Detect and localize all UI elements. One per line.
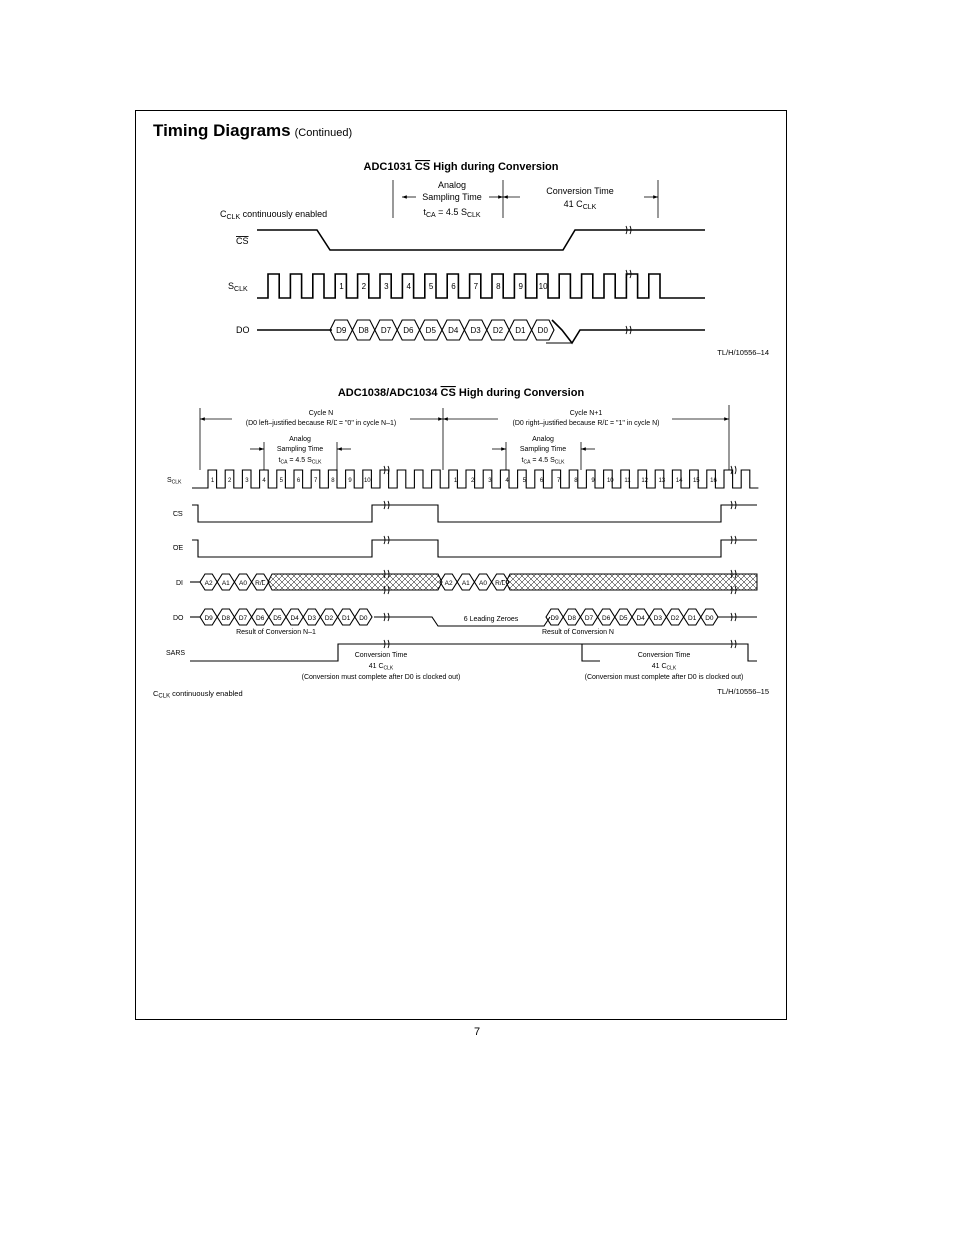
clock-number: 1 <box>339 282 344 291</box>
diagram1-title-cs: CS <box>414 161 431 173</box>
clock-number: 14 <box>675 478 683 484</box>
clock-number: 3 <box>245 478 249 484</box>
diagram2-data-bit: D6 <box>602 615 611 622</box>
clock-number: 11 <box>624 478 631 484</box>
diagram1-sclk-label: $S_{CLK}$ <box>228 281 248 293</box>
diagram2-data-bit: D1 <box>342 615 351 622</box>
diagram2-di-bit: R/L <box>495 580 506 587</box>
diagram1-data-bit: D9 <box>336 326 347 335</box>
clock-number: 6 <box>296 478 301 484</box>
diagram1-data-bit: D4 <box>448 326 459 335</box>
diagram1-data-bit: D7 <box>380 326 392 335</box>
diagram2-data-bit: D4 <box>290 615 299 622</box>
diagram2-result-n: Result of Conversion N <box>542 629 614 636</box>
diagram2-conversion-a <box>302 652 461 681</box>
diagram2-di-bit: A0 <box>479 580 487 587</box>
diagram2-data-bit: D3 <box>653 615 662 622</box>
diagram1-data-bits <box>330 320 554 340</box>
diagram2-cs-waveform <box>192 505 757 522</box>
diagram2-data-bit: D6 <box>256 615 265 622</box>
page-number: 7 <box>473 1026 481 1038</box>
diagram2-di-waveform <box>190 574 757 590</box>
svg-text:(Conversion must complete afte: (Conversion must complete after D0 is clocked out) <box>301 674 461 681</box>
diagram2-result-n-minus-1: Result of Conversion N–1 <box>236 629 316 636</box>
section-title: Timing Diagrams <box>153 121 291 140</box>
diagram2-data-bit: D1 <box>688 615 697 622</box>
clock-number: 4 <box>262 478 266 484</box>
diagram2-clock-numbers <box>211 478 718 484</box>
clock-number: 8 <box>574 478 578 484</box>
diagram2-figure-ref: TL/H/10556–15 <box>717 687 769 696</box>
clock-number: 3 <box>488 478 492 484</box>
clock-number: 5 <box>522 478 526 484</box>
svg-text:41 CCLK: 41 $C_{CLK}$ <box>651 663 677 672</box>
clock-number: 10 <box>538 282 548 291</box>
diagram1-sclk-waveform <box>257 274 705 298</box>
diagram2-di-bit: A2 <box>444 580 453 587</box>
svg-text:Conversion Time: Conversion Time <box>546 186 614 196</box>
diagram2-data-bit: D2 <box>670 615 680 622</box>
diagram1-data-bit: D1 <box>515 326 526 335</box>
diagram2-data-bit: D5 <box>619 615 628 622</box>
diagram2-title-cs: CS <box>440 387 456 399</box>
svg-text:Analog: Analog <box>437 180 467 190</box>
diagram2-cycle-n <box>200 408 443 470</box>
diagram1-do-label: DO <box>236 325 250 335</box>
diagram2-data-bit: D9 <box>204 615 213 622</box>
diagram1-title: ADC1031 CS High during Conversion <box>363 161 559 173</box>
svg-text:Cycle N+1: Cycle N+1 <box>569 410 603 417</box>
diagram2-di-bit: A1 <box>461 580 470 587</box>
diagram2-data-bit: D2 <box>324 615 334 622</box>
svg-text:Conversion Time: Conversion Time <box>354 652 408 659</box>
diagram2-oe-label: OE <box>173 545 184 552</box>
clock-number: 2 <box>471 478 475 484</box>
diagram2-sampling-marker-a <box>250 436 351 470</box>
clock-number: 9 <box>591 478 595 484</box>
diagram2-data-bit: D9 <box>550 615 559 622</box>
svg-text:(D0 left–justified because R/L: (D0 left–justified because R/L = "0" in cycle N–1) <box>245 420 397 427</box>
diagram2-data-bit: D8 <box>567 615 576 622</box>
diagram2-conversion-b <box>585 652 744 681</box>
diagram2-data-bit: D0 <box>705 615 714 622</box>
diagram2-leading-zeroes: 6 Leading Zeroes <box>463 616 519 623</box>
svg-text:41 CCLK: 41 $C_{CLK}$ <box>563 199 597 211</box>
diagram-adc1031 <box>220 161 769 357</box>
clock-number: 13 <box>658 478 666 484</box>
clock-number: 9 <box>518 282 523 291</box>
clock-number: 10 <box>363 478 371 484</box>
diagram1-cs-waveform <box>257 230 705 250</box>
section-subtitle: (Continued) <box>294 127 353 139</box>
diagram2-do-label: DO <box>173 615 184 622</box>
diagram1-clock-numbers <box>339 282 548 291</box>
svg-text:Analog: Analog <box>532 436 554 443</box>
svg-text:tCA = 4.5 SCLK: $t_{CA} = 4.5$ $S_{CLK}$ <box>278 457 322 466</box>
diagram2-sclk-label: $S_{CLK}$ <box>167 477 182 486</box>
svg-text:Sampling Time: Sampling Time <box>519 446 567 453</box>
diagram1-conversion-marker <box>546 186 614 211</box>
svg-text:Conversion Time: Conversion Time <box>637 652 691 659</box>
diagram1-cclk-note: $C_{CLK}$ continuously enabled <box>220 209 328 221</box>
clock-number: 15 <box>692 478 700 484</box>
diagram2-di-bit: A2 <box>204 580 213 587</box>
diagram1-figure-ref: TL/H/10556–14 <box>717 348 769 357</box>
diagram2-do-waveform <box>190 609 757 636</box>
clock-number: 8 <box>331 478 335 484</box>
diagram2-cs-label: CS <box>173 511 183 518</box>
clock-number: 8 <box>496 282 501 291</box>
diagram2-di-bit: R/L <box>255 580 266 587</box>
clock-number: 9 <box>348 478 352 484</box>
clock-number: 4 <box>505 478 509 484</box>
diagram2-data-bit: D3 <box>307 615 316 622</box>
clock-number: 6 <box>451 282 456 291</box>
svg-text:tCA = 4.5 SCLK: $t_{CA} = 4.5$ $S_{CLK}$ <box>521 457 565 466</box>
diagram2-data-bit: D5 <box>273 615 282 622</box>
clock-number: 7 <box>473 282 479 291</box>
clock-number: 3 <box>384 282 389 291</box>
diagram2-footnote: $C_{CLK}$ continuously enabled <box>153 689 243 700</box>
diagram2-sclk-waveform <box>192 470 758 488</box>
diagram1-data-bit: D3 <box>470 326 481 335</box>
clock-number: 16 <box>710 478 717 484</box>
clock-number: 7 <box>557 478 561 484</box>
svg-text:41 CCLK: 41 $C_{CLK}$ <box>368 663 394 672</box>
clock-number: 12 <box>641 478 649 484</box>
diagram1-data-bit: D2 <box>492 326 504 335</box>
svg-text:(D0 right–justified because R/: (D0 right–justified because R/L = "1" in cycle N) <box>512 420 660 427</box>
diagram2-oe-waveform <box>192 540 757 557</box>
diagram2-data-bit: D7 <box>584 615 594 622</box>
diagram2-data-bit: D7 <box>238 615 248 622</box>
clock-number: 2 <box>228 478 232 484</box>
svg-text:Sampling Time: Sampling Time <box>422 192 482 202</box>
clock-number: 6 <box>539 478 544 484</box>
diagram2-cycle-n1 <box>443 405 729 470</box>
svg-text:Cycle N: Cycle N <box>308 410 334 417</box>
svg-text:Analog: Analog <box>289 436 311 443</box>
diagram2-sampling-marker-b <box>492 436 595 470</box>
diagram2-di-bit: A0 <box>239 580 247 587</box>
diagram1-data-bit: D6 <box>403 326 414 335</box>
diagram2-sars-label: SARS <box>166 650 186 657</box>
diagram2-title: ADC1038/ADC1034 CS High during Conversion <box>337 387 585 399</box>
diagram-adc1038-adc1034 <box>153 387 769 700</box>
svg-text:tCA = 4.5 SCLK: $t_{CA} = 4.5$ $S_{CLK}$ <box>423 207 481 219</box>
clock-number: 1 <box>453 478 458 484</box>
clock-number: 7 <box>314 478 318 484</box>
clock-number: 2 <box>361 282 367 291</box>
clock-number: 10 <box>606 478 614 484</box>
diagram2-di-bit: A1 <box>221 580 230 587</box>
diagram2-data-bit: D4 <box>636 615 645 622</box>
diagram1-data-bit: D5 <box>425 326 436 335</box>
diagram1-data-bit: D8 <box>358 326 369 335</box>
svg-text:(Conversion must complete afte: (Conversion must complete after D0 is clocked out) <box>584 674 744 681</box>
diagram2-data-bit: D0 <box>359 615 368 622</box>
clock-number: 4 <box>406 282 411 291</box>
diagram2-data-bit: D8 <box>221 615 230 622</box>
svg-text:Sampling Time: Sampling Time <box>276 446 324 453</box>
diagram1-sampling-marker <box>393 180 658 219</box>
clock-number: 5 <box>428 282 434 291</box>
clock-number: 1 <box>210 478 215 484</box>
diagram2-di-label: DI <box>176 580 183 587</box>
clock-number: 5 <box>279 478 283 484</box>
diagram1-data-bit: D0 <box>537 326 548 335</box>
diagram1-cs-label: CS <box>236 236 249 246</box>
diagram1-do-release <box>552 320 705 343</box>
